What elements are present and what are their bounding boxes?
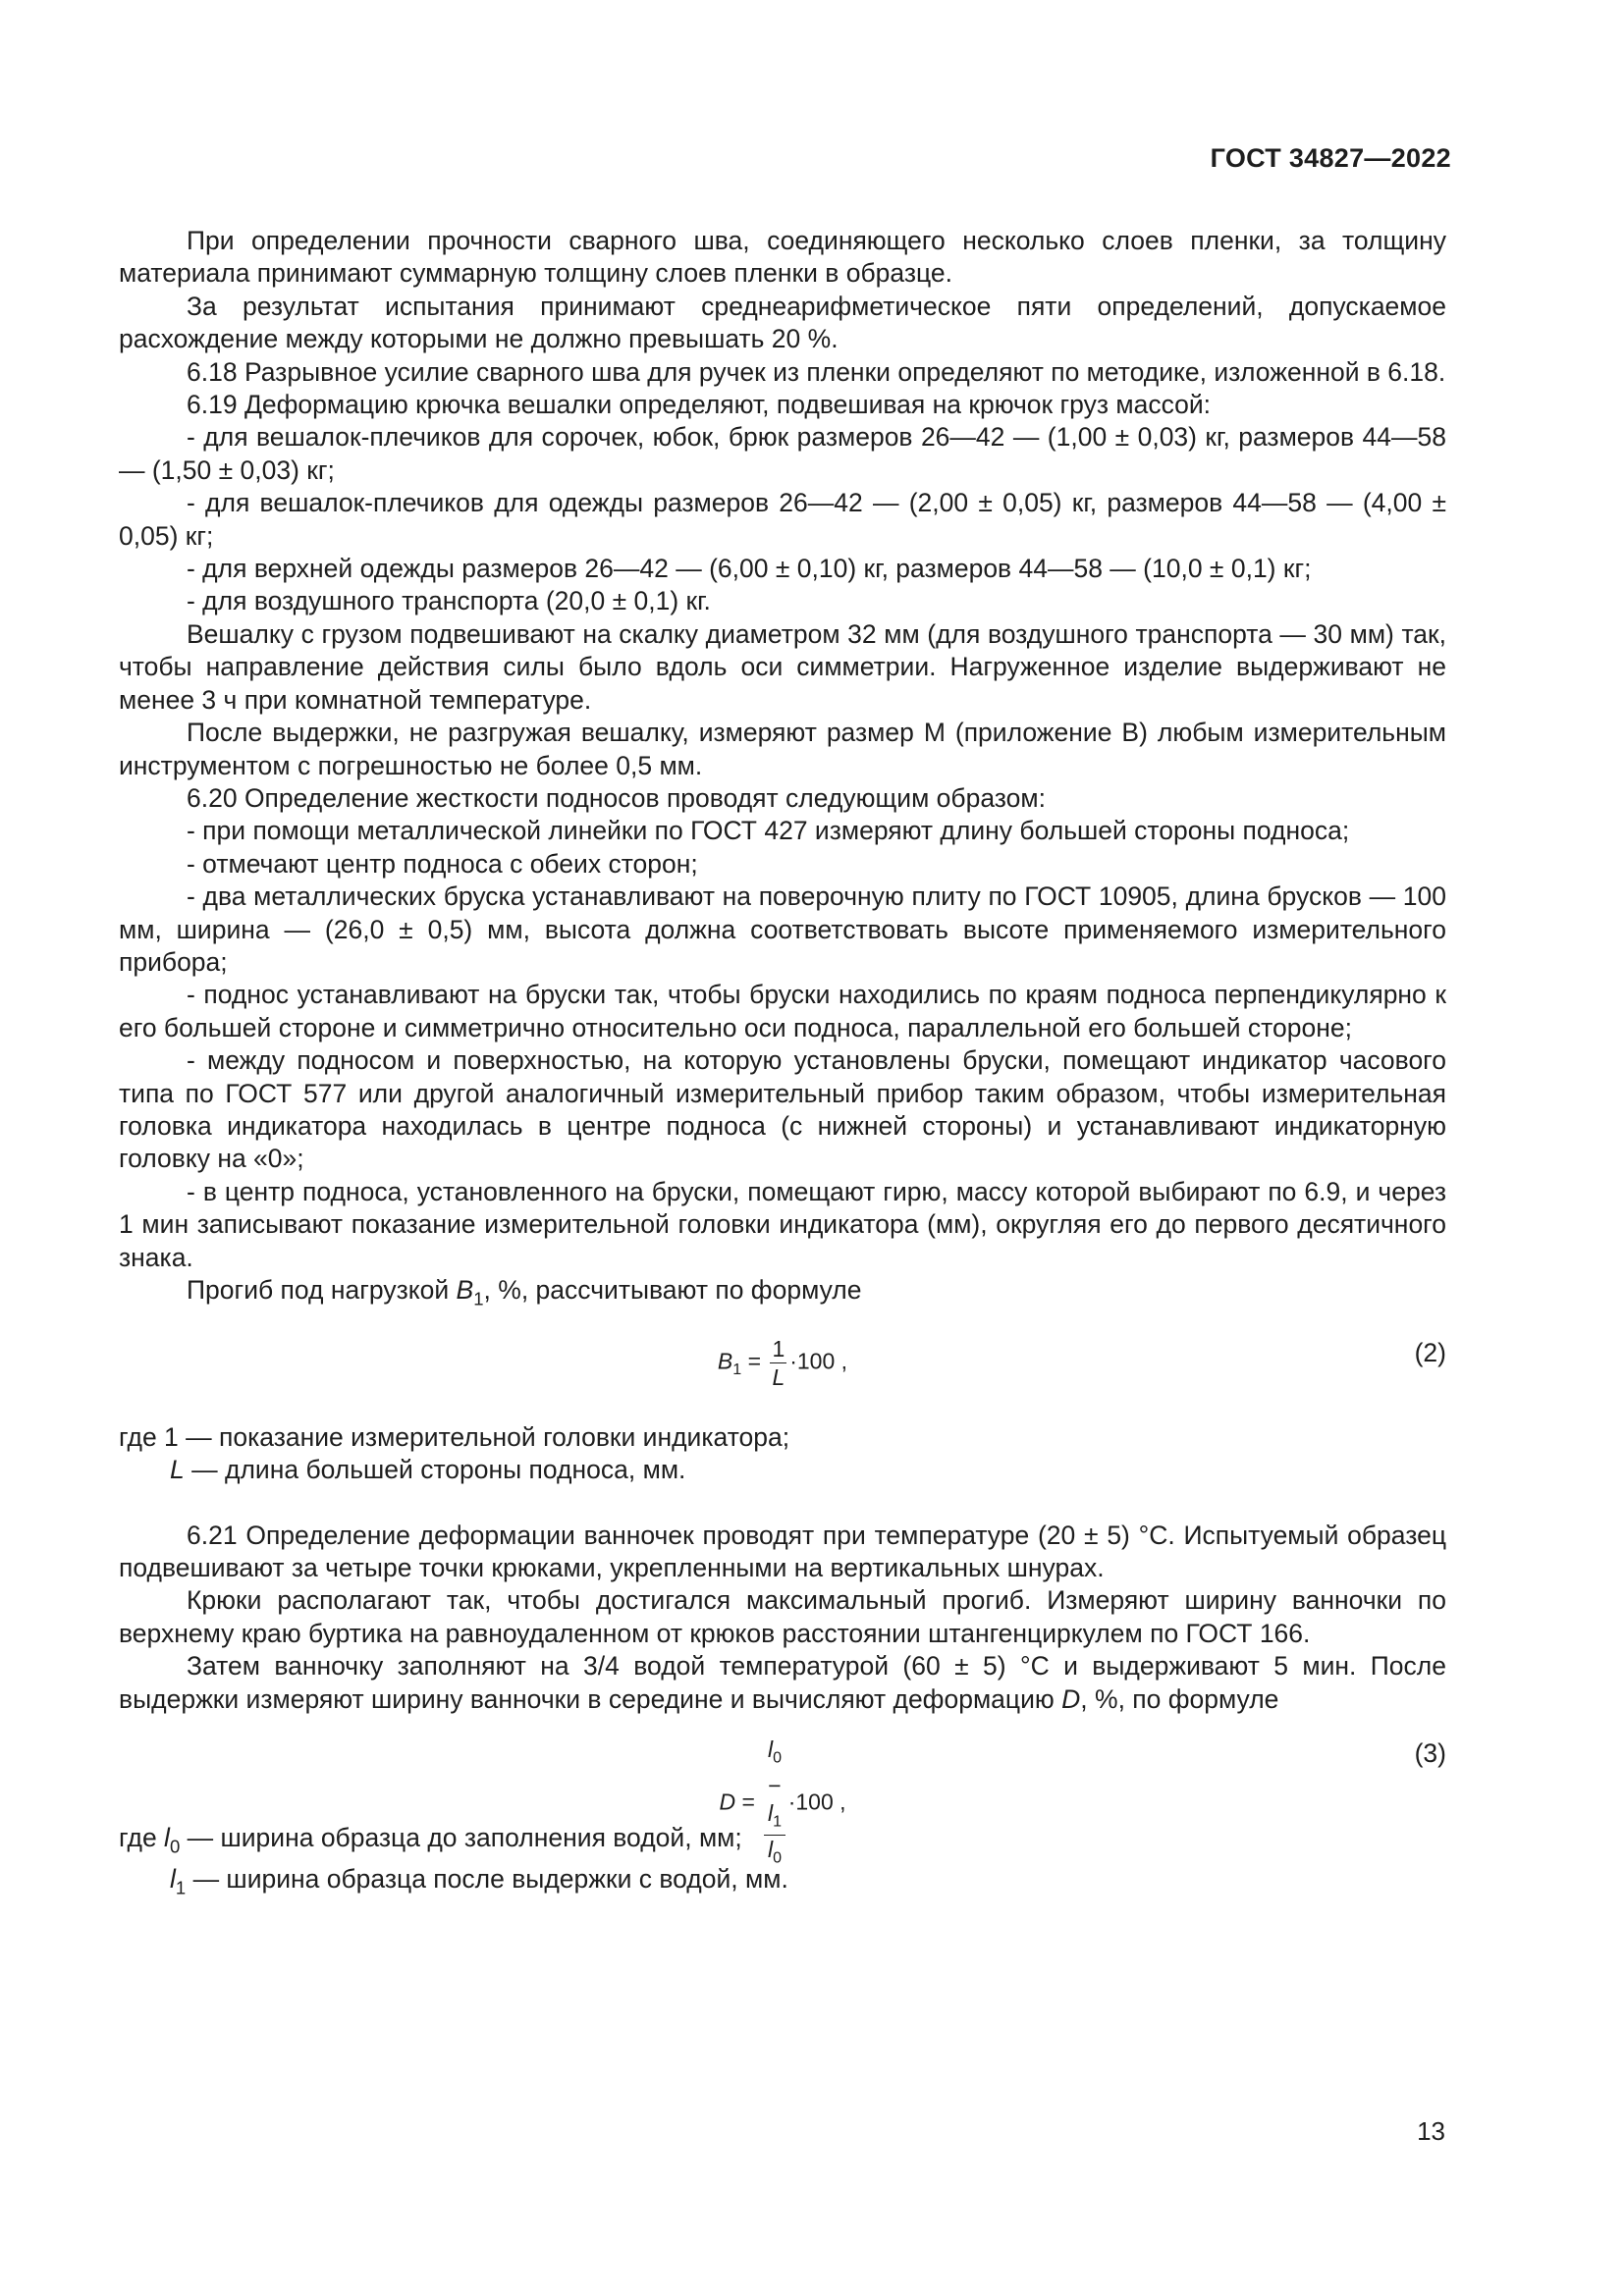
formula-2-number: (2) — [1414, 1337, 1446, 1367]
paragraph-6-20: 6.20 Определение жесткости подносов проводят следующим образом: — [187, 782, 1046, 813]
paragraph: При определении прочности сварного шва, соединяющего несколько слоев пленки, за толщину материала принимают суммарную толщину слоев пленки в образце. — [119, 226, 1446, 289]
formula-3-expression: D = $l_0$ − $l_1$ $l_0$ ·100 , — [119, 1735, 1446, 1872]
formula-2 — [119, 1329, 1446, 1406]
where-line: где 1 — показание измерительной головки индикатора; — [119, 1421, 790, 1452]
list-item: - отмечают центр подноса с обеих сторон; — [187, 848, 698, 879]
paragraph: За результат испытания принимают среднеарифметическое пяти определений, допускаемое расхождение между которыми не должно превышать 20 %. — [119, 291, 1446, 354]
list-item: - два металлических бруска устанавливают на поверочную плиту по ГОСТ 10905, длина брусков — 100 мм, ширина — (26,0 ± 0,5) мм, высота должна соответствовать высоте применяемого измерительного прибора; — [119, 881, 1446, 977]
list-item: - между подносом и поверхностью, на которую установлены бруски, помещают индикатор часового типа по ГОСТ 577 или другой аналогичный измерительный прибор таким образом, чтобы измерительная головка индикатора находилась в центре подноса (с нижней стороны) и устанавливают индикаторную головку на «0»; — [119, 1045, 1446, 1174]
fraction: $\frac{1}{L}$ — [772, 1335, 785, 1390]
paragraph-deflection-intro: Прогиб под нагрузкой $B_1$, %, рассчитывают по формуле — [187, 1275, 862, 1309]
formula-3-number: (3) — [1414, 1737, 1446, 1768]
paragraph-6-18: 6.18 Разрывное усилие сварного шва для ручек из пленки определяют по методике, изложенной в 6.18. — [187, 356, 1446, 387]
page-number: 13 — [1417, 2116, 1445, 2146]
list-item: - для верхней одежды размеров 26—42 — (6,00 ± 0,10) кг, размеров 44—58 — (10,0 ± 0,1) кг; — [187, 554, 1312, 584]
document-body — [119, 225, 1446, 1903]
list-item: - в центр подноса, установленного на бруски, помещают гирю, массу которой выбирают по 6.9, и через 1 мин записывают показание измерительной головки индикатора (мм), округляя его до первого десятичного знака. — [119, 1176, 1446, 1272]
list-item: - для воздушного транспорта (20,0 ± 0,1) кг. — [187, 586, 711, 616]
fraction: $l_0$ − $l_1$ $l_0$ — [764, 1735, 785, 1872]
paragraph: Крюки располагают так, чтобы достигался максимальный прогиб. Измеряют ширину ванночки по верхнему краю буртика на равноудаленном от крюков расстоянии штангенциркулем по ГОСТ 166. — [119, 1585, 1446, 1648]
paragraph-deformation-intro: Затем ванночку заполняют на 3/4 водой температурой (60 ± 5) °С и выдерживают 5 мин. После выдержки измеряют ширину ванночки в середине и вычисляют деформацию D, %, по формуле — [119, 1651, 1446, 1714]
paragraph: После выдержки, не разгружая вешалку, измеряют размер М (приложение В) любым измерительным инструментом с погрешностью не более 0,5 мм. — [119, 718, 1446, 780]
paragraph-6-21: 6.21 Определение деформации ванночек проводят при температуре (20 ± 5) °С. Испытуемый образец подвешивают за четыре точки крюками, укрепленными на вертикальных шнурах. — [119, 1520, 1446, 1582]
list-item: - для вешалок-плечиков для сорочек, юбок, брюк размеров 26—42 — (1,00 ± 0,03) кг, размеров 44—58 — (1,50 ± 0,03) кг; — [119, 422, 1446, 485]
list-item: - для вешалок-плечиков для одежды размеров 26—42 — (2,00 ± 0,05) кг, размеров 44—58 — (4,00 ± 0,05) кг; — [119, 488, 1446, 551]
list-item: - поднос устанавливают на бруски так, чтобы бруски находились по краям подноса перпендикулярно к его большей стороне и симметрично относительно оси подноса, параллельной его большей стороне; — [119, 980, 1446, 1042]
formula-2-expression: $B_1$ = $\frac{1}{L}$ ·100 , — [717, 1335, 848, 1390]
where-line: где $l_0$ — ширина образца до заполнения водой, мм; — [119, 1822, 742, 1857]
paragraph-6-19: 6.19 Деформацию крючка вешалки определяют, подвешивая на крючок груз массой: — [187, 390, 1212, 420]
where-line: L — длина большей стороны подноса, мм. — [170, 1455, 686, 1485]
document-id-header: ГОСТ 34827—2022 — [1210, 143, 1451, 173]
paragraph: Вешалку с грузом подвешивают на скалку диаметром 32 мм (для воздушного транспорта — 30 мм) так, чтобы направление действия силы было вдоль оси симметрии. Нагруженное изделие выдерживают не менее 3 ч при комнатной температуре. — [119, 618, 1446, 715]
list-item: - при помощи металлической линейки по ГОСТ 427 измеряют длину большей стороны подноса; — [187, 816, 1350, 846]
where-line: $l_1$ — ширина образца после выдержки с водой, мм. — [170, 1863, 788, 1897]
